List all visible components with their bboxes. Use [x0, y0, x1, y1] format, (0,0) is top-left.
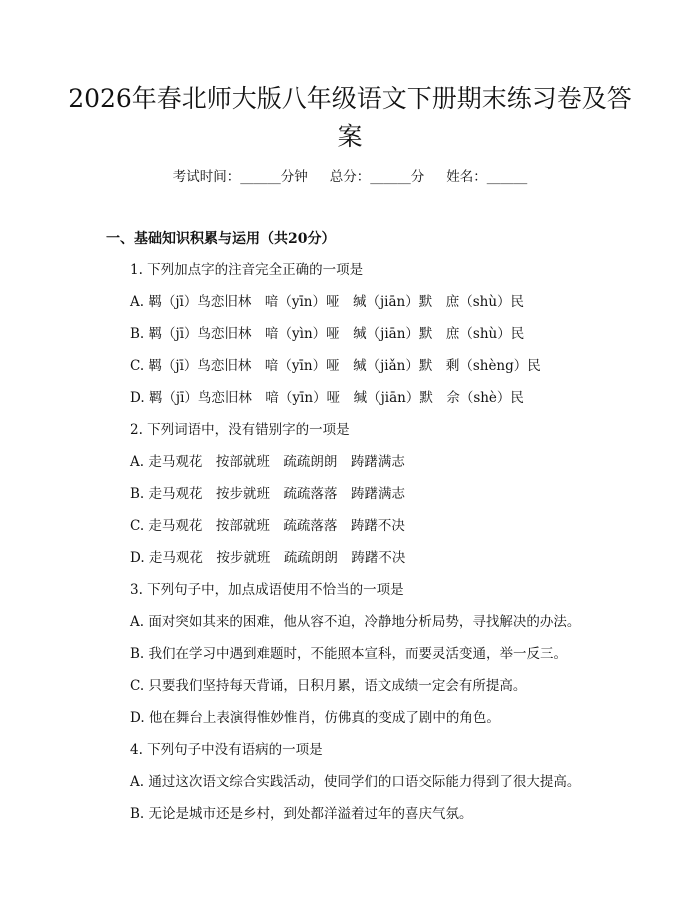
total-score-field: 总分：______分	[329, 169, 425, 185]
question-2-option-d: D. 走马观花 按步就班 疏疏朗朗 踌躇不决	[130, 550, 406, 566]
question-1-option-c: C. 羁（jī）鸟恋旧林 喑（yīn）哑 缄（jiǎn）默 剩（shèng）民	[130, 358, 541, 374]
document-title: 2026年春北师大版八年级语文下册期末练习卷及答案	[68, 84, 632, 151]
question-3-option-b: B. 我们在学习中遇到难题时，不能照本宣科，而要灵活变通，举一反三。	[130, 646, 568, 662]
question-2-stem: 2. 下列词语中，没有错别字的一项是	[130, 422, 350, 438]
exam-info-line	[0, 166, 700, 188]
question-1-stem: 1. 下列加点字的注音完全正确的一项是	[130, 262, 364, 278]
question-4-stem: 4. 下列句子中没有语病的一项是	[130, 742, 323, 758]
question-2-option-a: A. 走马观花 按部就班 疏疏朗朗 踌躇满志	[130, 454, 405, 470]
question-3-option-c: C. 只要我们坚持每天背诵，日积月累，语文成绩一定会有所提高。	[130, 678, 527, 694]
question-2-option-b: B. 走马观花 按步就班 疏疏落落 踌躇满志	[130, 486, 406, 502]
question-3-option-d: D. 他在舞台上表演得惟妙惟肖，仿佛真的变成了剧中的角色。	[130, 710, 500, 726]
question-4-option-a: A. 通过这次语文综合实践活动，使同学们的口语交际能力得到了很大提高。	[130, 774, 581, 790]
question-2-option-c: C. 走马观花 按部就班 疏疏落落 踌躇不决	[130, 518, 405, 534]
question-3-option-a: A. 面对突如其来的困难，他从容不迫，冷静地分析局势，寻找解决的办法。	[130, 614, 581, 630]
section-heading: 一、基础知识积累与运用（共20分）	[106, 231, 336, 247]
question-4-option-b: B. 无论是城市还是乡村，到处都洋溢着过年的喜庆气氛。	[130, 806, 473, 822]
question-1-option-a: A. 羁（jī）鸟恋旧林 喑（yīn）哑 缄（jiān）默 庶（shù）民	[130, 294, 525, 310]
exam-time-field: 考试时间：______分钟	[172, 169, 308, 185]
question-1-option-b: B. 羁（jī）鸟恋旧林 喑（yìn）哑 缄（jiān）默 庶（shù）民	[130, 326, 525, 342]
student-name-field: 姓名：______	[446, 169, 528, 185]
question-1-option-d: D. 羁（jī）鸟恋旧林 喑（yīn）哑 缄（jiān）默 佘（shè）民	[130, 390, 524, 406]
question-3-stem: 3. 下列句子中，加点成语使用不恰当的一项是	[130, 582, 404, 598]
